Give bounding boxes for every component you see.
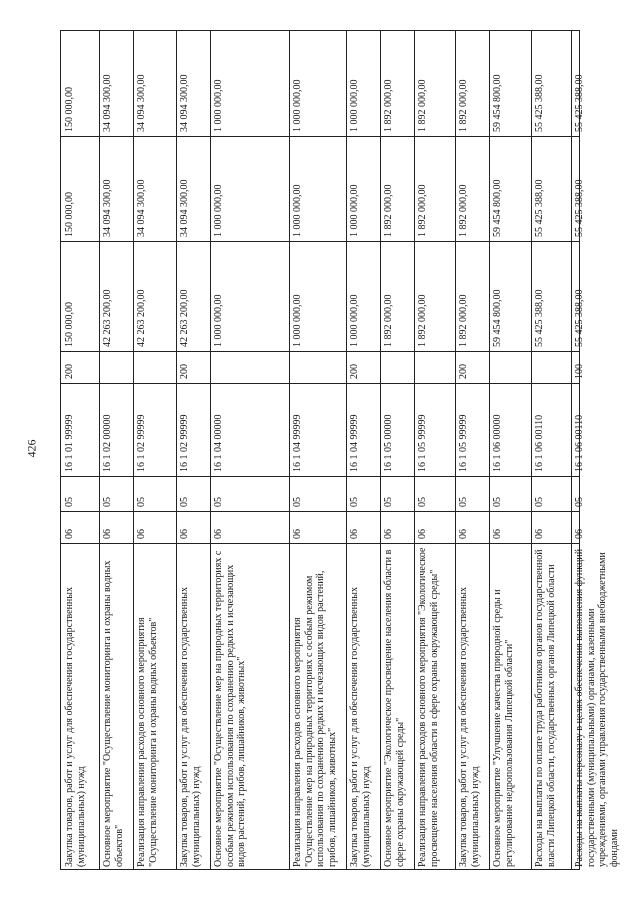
col-divider [61, 511, 579, 512]
cell-name: Основное мероприятие "Экологическое просвещение населения области в сфере охраны окружающей среды" [383, 549, 406, 867]
cell-vr: 200 [349, 364, 360, 379]
cell-name: Реализация направления расходов основного мероприятия "Осуществление мониторинга и охраны водных объектов" [136, 617, 159, 867]
cell-v3: 1 892 000,00 [383, 79, 394, 132]
cell-name: Закупка товаров, работ и услуг для обеспечения государственных (муниципальных) нужд [179, 586, 202, 867]
cell-v2: 34 094 300,00 [179, 179, 190, 237]
col-divider [61, 543, 579, 544]
cell-v3: 34 094 300,00 [136, 74, 147, 132]
cell-v3: 59 454 800,00 [492, 74, 503, 132]
cell-csr: 16 1 02 99999 [136, 414, 147, 472]
cell-ved: 06 [136, 529, 147, 539]
cell-csr: 16 1 04 99999 [292, 414, 303, 472]
cell-sec: 05 [574, 497, 585, 507]
cell-sec: 05 [64, 497, 75, 507]
cell-csr: 16 1 06 00110 [534, 414, 545, 472]
cell-vr: 200 [64, 364, 75, 379]
cell-v1: 1 000 000,00 [349, 294, 360, 347]
cell-sec: 05 [417, 497, 428, 507]
cell-sec: 05 [292, 497, 303, 507]
cell-v2: 1 892 000,00 [383, 184, 394, 237]
cell-vr: 200 [458, 364, 469, 379]
cell-v1: 1 892 000,00 [417, 294, 428, 347]
cell-v3: 1 000 000,00 [349, 79, 360, 132]
cell-sec: 05 [102, 497, 113, 507]
cell-ved: 06 [292, 529, 303, 539]
cell-sec: 05 [136, 497, 147, 507]
cell-csr: 16 1 05 99999 [417, 414, 428, 472]
cell-name: Реализация направления расходов основного мероприятия "Осуществление мер на природных территориях с особым режимом использования по сохранению редких и исчезающих видов растений, грибов, лишайников, животных" [292, 570, 338, 867]
cell-vr: 200 [179, 364, 190, 379]
cell-name: Закупка товаров, работ и услуг для обеспечения государственных (муниципальных) нужд [64, 586, 87, 867]
col-divider [61, 476, 579, 477]
cell-csr: 16 1 04 99999 [349, 414, 360, 472]
cell-csr: 16 1 01 99999 [64, 414, 75, 472]
cell-ved: 06 [534, 529, 545, 539]
cell-csr: 16 1 04 00000 [213, 414, 224, 472]
col-divider [61, 351, 579, 352]
cell-vr: 100 [574, 364, 585, 379]
cell-v2: 34 094 300,00 [136, 179, 147, 237]
cell-name: Реализация направления расходов основного мероприятия "Экологическое просвещение населения области в сфере охраны окружающей среды" [417, 547, 440, 867]
cell-v2: 55 425 388,00 [574, 179, 585, 237]
cell-name: Основное мероприятие "Улучшение качества природной среды и регулирование недропользования Липецкой области" [492, 589, 515, 867]
cell-ved: 06 [349, 529, 360, 539]
cell-csr: 16 1 02 99999 [179, 414, 190, 472]
cell-name: Закупка товаров, работ и услуг для обеспечения государственных (муниципальных) нужд [458, 586, 481, 867]
cell-v2: 150 000,00 [64, 192, 75, 237]
cell-sec: 05 [179, 497, 190, 507]
cell-v3: 150 000,00 [64, 87, 75, 132]
cell-ved: 06 [458, 529, 469, 539]
budget-table [60, 30, 620, 870]
cell-v1: 55 425 388,00 [574, 289, 585, 347]
cell-v3: 1 000 000,00 [213, 79, 224, 132]
cell-ved: 06 [492, 529, 503, 539]
cell-name: Расходы на выплаты персоналу в целях обеспечения выполнения функций государственными (муниципальными) органами, казенными учреждениями, органами управления государственными внебюджетными фондами [574, 548, 620, 867]
cell-v2: 59 454 800,00 [492, 179, 503, 237]
cell-v1: 1 000 000,00 [213, 294, 224, 347]
cell-v2: 1 000 000,00 [213, 184, 224, 237]
cell-sec: 05 [383, 497, 394, 507]
col-divider [61, 136, 579, 137]
cell-name: Основное мероприятие "Осуществление мониторинга и охраны водных объектов" [102, 560, 125, 867]
cell-ved: 06 [383, 529, 394, 539]
col-divider [61, 241, 579, 242]
cell-sec: 05 [534, 497, 545, 507]
cell-v2: 55 425 388,00 [534, 179, 545, 237]
cell-v2: 34 094 300,00 [102, 179, 113, 237]
cell-csr: 16 1 02 00000 [102, 414, 113, 472]
col-divider [61, 383, 579, 384]
cell-v1: 42 263 200,00 [136, 289, 147, 347]
cell-v2: 1 892 000,00 [417, 184, 428, 237]
cell-v3: 34 094 300,00 [102, 74, 113, 132]
cell-ved: 06 [417, 529, 428, 539]
cell-sec: 05 [492, 497, 503, 507]
cell-v1: 55 425 388,00 [534, 289, 545, 347]
cell-ved: 06 [102, 529, 113, 539]
cell-v3: 1 892 000,00 [417, 79, 428, 132]
cell-v1: 150 000,00 [64, 302, 75, 347]
cell-v1: 59 454 800,00 [492, 289, 503, 347]
cell-v1: 42 263 200,00 [102, 289, 113, 347]
cell-v3: 55 425 388,00 [574, 74, 585, 132]
cell-csr: 16 1 05 00000 [383, 414, 394, 472]
cell-v2: 1 892 000,00 [458, 184, 469, 237]
cell-csr: 16 1 06 00110 [574, 414, 585, 472]
cell-v2: 1 000 000,00 [292, 184, 303, 237]
cell-v1: 1 000 000,00 [292, 294, 303, 347]
cell-v3: 55 425 388,00 [534, 74, 545, 132]
cell-ved: 06 [213, 529, 224, 539]
cell-sec: 05 [349, 497, 360, 507]
cell-v1: 1 892 000,00 [458, 294, 469, 347]
page-number: 426 [24, 439, 39, 458]
cell-name: Закупка товаров, работ и услуг для обеспечения государственных (муниципальных) нужд [349, 586, 372, 867]
cell-v2: 1 000 000,00 [349, 184, 360, 237]
cell-sec: 05 [458, 497, 469, 507]
cell-ved: 06 [574, 529, 585, 539]
cell-v3: 1 892 000,00 [458, 79, 469, 132]
cell-v1: 42 263 200,00 [179, 289, 190, 347]
cell-ved: 06 [64, 529, 75, 539]
cell-name: Основное мероприятие "Осуществление мер на природных территориях с особым режимом использования по сохранению редких и исчезающих видов растений, грибов, лишайников, животных" [213, 550, 247, 867]
cell-v1: 1 892 000,00 [383, 294, 394, 347]
cell-v3: 1 000 000,00 [292, 79, 303, 132]
cell-v3: 34 094 300,00 [179, 74, 190, 132]
cell-csr: 16 1 05 99999 [458, 414, 469, 472]
cell-csr: 16 1 06 00000 [492, 414, 503, 472]
cell-sec: 05 [213, 497, 224, 507]
cell-ved: 06 [179, 529, 190, 539]
cell-name: Расходы на выплаты по оплате труда работников органов государственной власти Липецкой области, государственных органов Липецкой области [534, 549, 557, 867]
